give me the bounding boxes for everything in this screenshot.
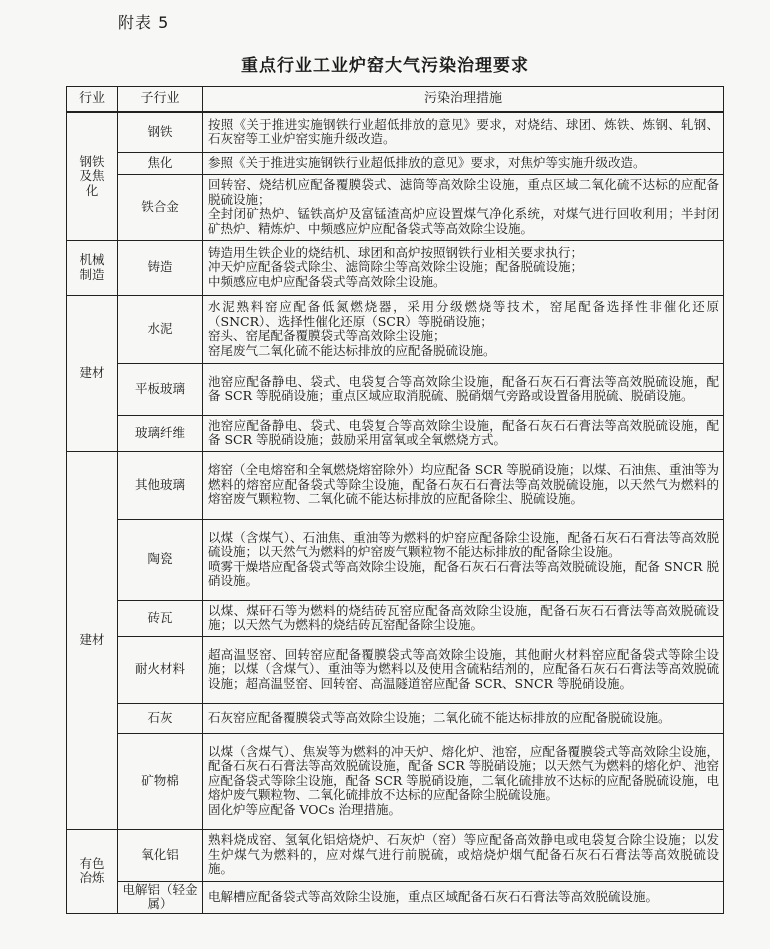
measure-text: 超高温竖窑、回转窑应配备覆膜袋式等高效除尘设施，其他耐火材料窑应配备袋式等除尘设施；以煤（含煤气）、重油等为燃料以及使用含硫粘结剂的，应配备石灰石石膏法等高效脱硫设施；超高温竖窑、回转窑、高温隧道窑应配备 SCR、SNCR 等脱硝设施。 — [208, 646, 719, 691]
measures-cell — [203, 174, 724, 240]
table-row — [67, 600, 724, 636]
table-row — [67, 295, 724, 363]
subindustry-cell: 铁合金 — [118, 174, 203, 240]
subindustry-cell: 砖瓦 — [118, 600, 203, 636]
measure-text: 窑头、窑尾配备覆膜袋式等高效除尘设施； — [208, 328, 446, 343]
subindustry-cell: 焦化 — [118, 152, 203, 174]
measures-cell — [203, 733, 724, 829]
table-row — [67, 415, 724, 451]
industry-label: 建材 — [79, 631, 105, 647]
table-row — [67, 174, 724, 240]
measures-cell — [203, 703, 724, 733]
subindustry-cell: 耐火材料 — [118, 636, 203, 703]
measure-text: 全封闭矿热炉、锰铁高炉及富锰渣高炉应设置煤气净化系统，对煤气进行回收利用；半封闭矿热炉、精炼炉、中频感应炉应配备袋式等高效除尘设施。 — [208, 206, 719, 236]
measures-cell — [203, 451, 724, 519]
table-row — [67, 829, 724, 881]
measure-text: 窑尾废气二氧化硫不能达标排放的应配备脱硫设施。 — [208, 342, 496, 358]
industry-cell — [67, 112, 118, 240]
measure-text: 冲天炉应配备袋式除尘、滤筒除尘等高效除尘设施；配备脱硫设施； — [208, 259, 584, 275]
measure-text: 固化炉等应配备 VOCs 治理措施。 — [208, 801, 401, 817]
table-row — [67, 733, 724, 829]
measure-text: 按照《关于推进实施钢铁行业超低排放的意见》要求，对烧结、球团、炼铁、炼钢、轧钢、石灰窑等工业炉窑实施升级改造。 — [208, 116, 719, 147]
measure-text: 池窑应配备静电、袋式、电袋复合等高效除尘设施，配备石灰石石膏法等高效脱硫设施，配备 SCR 等脱硝设施；重点区域应取消脱硫、脱硝烟气旁路或设置备用脱硫、脱硝设施。 — [208, 373, 719, 403]
industry-cell — [67, 240, 118, 295]
measure-text: 石灰窑应配备覆膜袋式等高效除尘设施；二氧化硫不能达标排放的应配备脱硫设施。 — [208, 709, 671, 725]
industry-cell — [67, 451, 118, 829]
subindustry-cell: 矿物棉 — [118, 733, 203, 829]
measures-cell — [203, 112, 724, 152]
measures-cell — [203, 152, 724, 174]
subindustry-cell: 水泥 — [118, 295, 203, 363]
measure-text: 铸造用生铁企业的烧结机、球团和高炉按照钢铁行业相关要求执行； — [208, 244, 584, 260]
measure-text: 以煤、煤矸石等为燃料的烧结砖瓦窑应配备高效除尘设施，配备石灰石石膏法等高效脱硫设施；以天然气为燃料的烧结砖瓦窑配备除尘设施。 — [208, 602, 719, 632]
table-row — [67, 152, 724, 174]
measure-text: 以煤（含煤气）、石油焦、重油等为燃料的炉窑应配备除尘设施，配备石灰石石膏法等高效脱硫设施；以天然气为燃料的炉窑废气颗粒物不能达标排放的配备除尘设施。 — [208, 529, 719, 559]
industry-label: 机械 制造 — [79, 252, 105, 282]
measures-cell — [203, 881, 724, 913]
measure-text: 池窑应配备静电、袋式、电袋复合等高效除尘设施，配备石灰石石膏法等高效脱硫设施，配备 SCR 等脱硝设施；鼓励采用富氧或全氧燃烧方式。 — [208, 417, 719, 447]
measure-text: 参照《关于推进实施钢铁行业超低排放的意见》要求，对焦炉等实施升级改造。 — [208, 154, 646, 170]
subindustry-cell: 钢铁 — [118, 112, 203, 152]
subindustry-cell: 石灰 — [118, 703, 203, 733]
measure-text: 水泥熟料窑应配备低氮燃烧器，采用分级燃烧等技术，窑尾配备选择性非催化还原（SNCR）、选择性催化还原（SCR）等脱硝设施； — [208, 299, 719, 329]
table-row — [67, 519, 724, 600]
measure-text: 中频感应电炉应配备袋式等高效除尘设施。 — [208, 273, 446, 289]
measure-text: 熟料烧成窑、氢氧化铝焙烧炉、石灰炉（窑）等应配备高效静电或电袋复合除尘设施；以发生炉煤气为燃料的，应对煤气进行前脱硫，或焙烧炉烟气配备石灰石石膏法等高效脱硫设施。 — [208, 832, 719, 877]
subindustry-cell: 陶瓷 — [118, 519, 203, 600]
measures-cell — [203, 295, 724, 363]
measures-cell — [203, 415, 724, 451]
appendix-label: 附表 5 — [118, 13, 170, 32]
subindustry-cell: 玻璃纤维 — [118, 415, 203, 451]
column-header-industry: 行业 — [67, 87, 118, 113]
measures-cell — [203, 519, 724, 600]
measure-text: 喷雾干燥塔应配备袋式等高效除尘设施，配备石灰石石膏法等高效脱硫设施，配备 SNCR 脱硝设施。 — [208, 558, 719, 588]
table-row — [67, 881, 724, 913]
measures-cell — [203, 829, 724, 881]
measure-text: 回转窑、烧结机应配备覆膜袋式、滤筒等高效除尘设施，重点区域二氧化硫不达标的应配备脱硫设施； — [208, 177, 719, 207]
table-row — [67, 363, 724, 415]
pollution-control-table — [66, 86, 724, 914]
subindustry-cell: 氧化铝 — [118, 829, 203, 881]
measure-text: 以煤（含煤气）、焦炭等为燃料的冲天炉、熔化炉、池窑，应配备覆膜袋式等高效除尘设施，配备石灰石石膏法等高效脱硫设施，配备 SCR 等脱硝设施；以天然气为燃料的熔化炉、池窑应配备袋式等除尘设施，配备 SCR 等脱硝设施，二氧化硫排放不达标的应配备脱硫设施，电熔炉废气颗粒物、二氧化硫排放不达标的应配备除尘脱硫设施。 — [208, 743, 719, 803]
document-title: 重点行业工业炉窑大气污染治理要求 — [241, 56, 529, 76]
industry-cell — [67, 829, 118, 913]
measures-cell — [203, 240, 724, 295]
industry-label: 有色 冶炼 — [79, 855, 105, 885]
table-row — [67, 636, 724, 703]
column-header-measures: 污染治理措施 — [203, 87, 724, 113]
measure-text: 熔窑（全电熔窑和全氧燃烧熔窑除外）均应配备 SCR 等脱硝设施；以煤、石油焦、重油等为燃料的熔窑应配备袋式等除尘设施，配备石灰石石膏法等高效脱硫设施，以天然气为燃料的熔窑废气颗粒物、二氧化硫不能达标排放的应配备除尘、脱硫设施。 — [208, 462, 719, 507]
measures-cell — [203, 363, 724, 415]
table-row — [67, 451, 724, 519]
column-header-subindustry: 子行业 — [118, 87, 203, 113]
industry-label: 钢铁 及焦 化 — [79, 153, 105, 198]
subindustry-cell: 其他玻璃 — [118, 451, 203, 519]
measures-cell — [203, 636, 724, 703]
measures-cell — [203, 600, 724, 636]
subindustry-cell: 平板玻璃 — [118, 363, 203, 415]
subindustry-cell: 铸造 — [118, 240, 203, 295]
table-row — [67, 703, 724, 733]
subindustry-cell: 电解铝（轻金属） — [118, 881, 203, 913]
measure-text: 电解槽应配备袋式等高效除尘设施，重点区域配备石灰石石膏法等高效脱硫设施。 — [208, 888, 659, 904]
table-row — [67, 112, 724, 152]
industry-cell — [67, 295, 118, 451]
industry-label: 建材 — [79, 364, 105, 380]
table-row — [67, 240, 724, 295]
table-header-row — [67, 87, 724, 113]
